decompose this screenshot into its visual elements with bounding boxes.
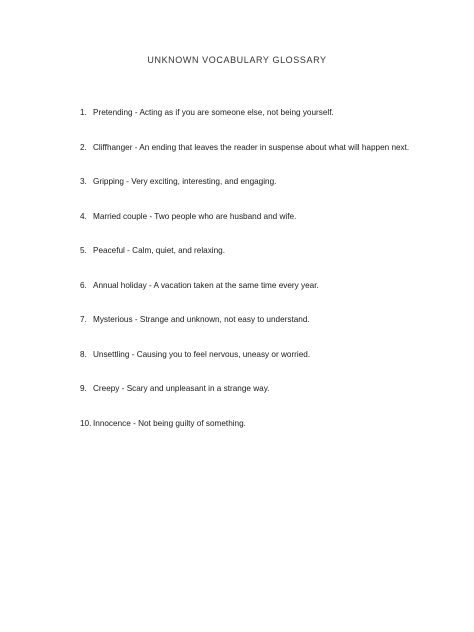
glossary-item xyxy=(80,314,460,349)
item-separator: - xyxy=(132,142,140,152)
glossary-item xyxy=(80,107,460,142)
item-separator: - xyxy=(132,108,140,117)
item-term: Unsettling xyxy=(93,349,130,359)
item-term: Innocence xyxy=(93,418,131,428)
item-number: 9. xyxy=(80,384,87,393)
item-number: 6. xyxy=(80,280,87,290)
page-title: UNKNOWN VOCABULARY GLOSSARY xyxy=(147,55,327,65)
item-number: 4. xyxy=(80,211,87,221)
item-number: 2. xyxy=(80,142,87,152)
item-definition: A vacation taken at the same time every year. xyxy=(153,280,319,290)
item-term: Gripping xyxy=(93,177,124,186)
glossary-item xyxy=(80,142,460,177)
item-number: 1. xyxy=(80,108,87,117)
item-separator: - xyxy=(132,315,140,324)
item-term: Cliffhanger xyxy=(93,142,133,152)
item-definition: Calm, quiet, and relaxing. xyxy=(132,246,225,255)
item-term: Mysterious xyxy=(93,315,133,324)
item-separator: - xyxy=(129,349,137,359)
item-separator: - xyxy=(146,280,154,290)
glossary-item xyxy=(80,280,460,315)
glossary-item xyxy=(80,383,460,418)
item-term: Creepy xyxy=(93,384,120,393)
item-definition: An ending that leaves the reader in suspense about what will happen next. xyxy=(139,142,410,152)
item-definition: Strange and unknown, not easy to understand. xyxy=(139,315,310,324)
item-separator: - xyxy=(123,177,132,186)
item-term: Pretending xyxy=(93,108,133,117)
item-term: Peaceful xyxy=(93,246,125,255)
item-separator: - xyxy=(119,384,127,393)
glossary-item xyxy=(80,211,460,246)
item-separator: - xyxy=(124,246,133,255)
item-term: Married couple xyxy=(93,211,148,221)
glossary-list xyxy=(80,107,460,452)
item-definition: Causing you to feel nervous, uneasy or worried. xyxy=(136,349,311,359)
item-term: Annual holiday xyxy=(93,280,147,290)
item-separator: - xyxy=(147,211,155,221)
item-number: 10. xyxy=(80,418,92,428)
glossary-item xyxy=(80,418,460,453)
glossary-item xyxy=(80,245,460,280)
glossary-item xyxy=(80,176,460,211)
item-separator: - xyxy=(130,418,139,428)
item-definition: Acting as if you are someone else, not being yourself. xyxy=(139,108,334,117)
item-number: 7. xyxy=(80,315,87,324)
item-definition: Very exciting, interesting, and engaging. xyxy=(131,177,277,186)
item-number: 8. xyxy=(80,349,87,359)
item-definition: Two people who are husband and wife. xyxy=(154,211,297,221)
item-definition: Scary and unpleasant in a strange way. xyxy=(126,384,270,393)
item-number: 3. xyxy=(80,177,87,186)
item-number: 5. xyxy=(80,246,87,255)
item-definition: Not being guilty of something. xyxy=(138,418,246,428)
glossary-item xyxy=(80,349,460,384)
